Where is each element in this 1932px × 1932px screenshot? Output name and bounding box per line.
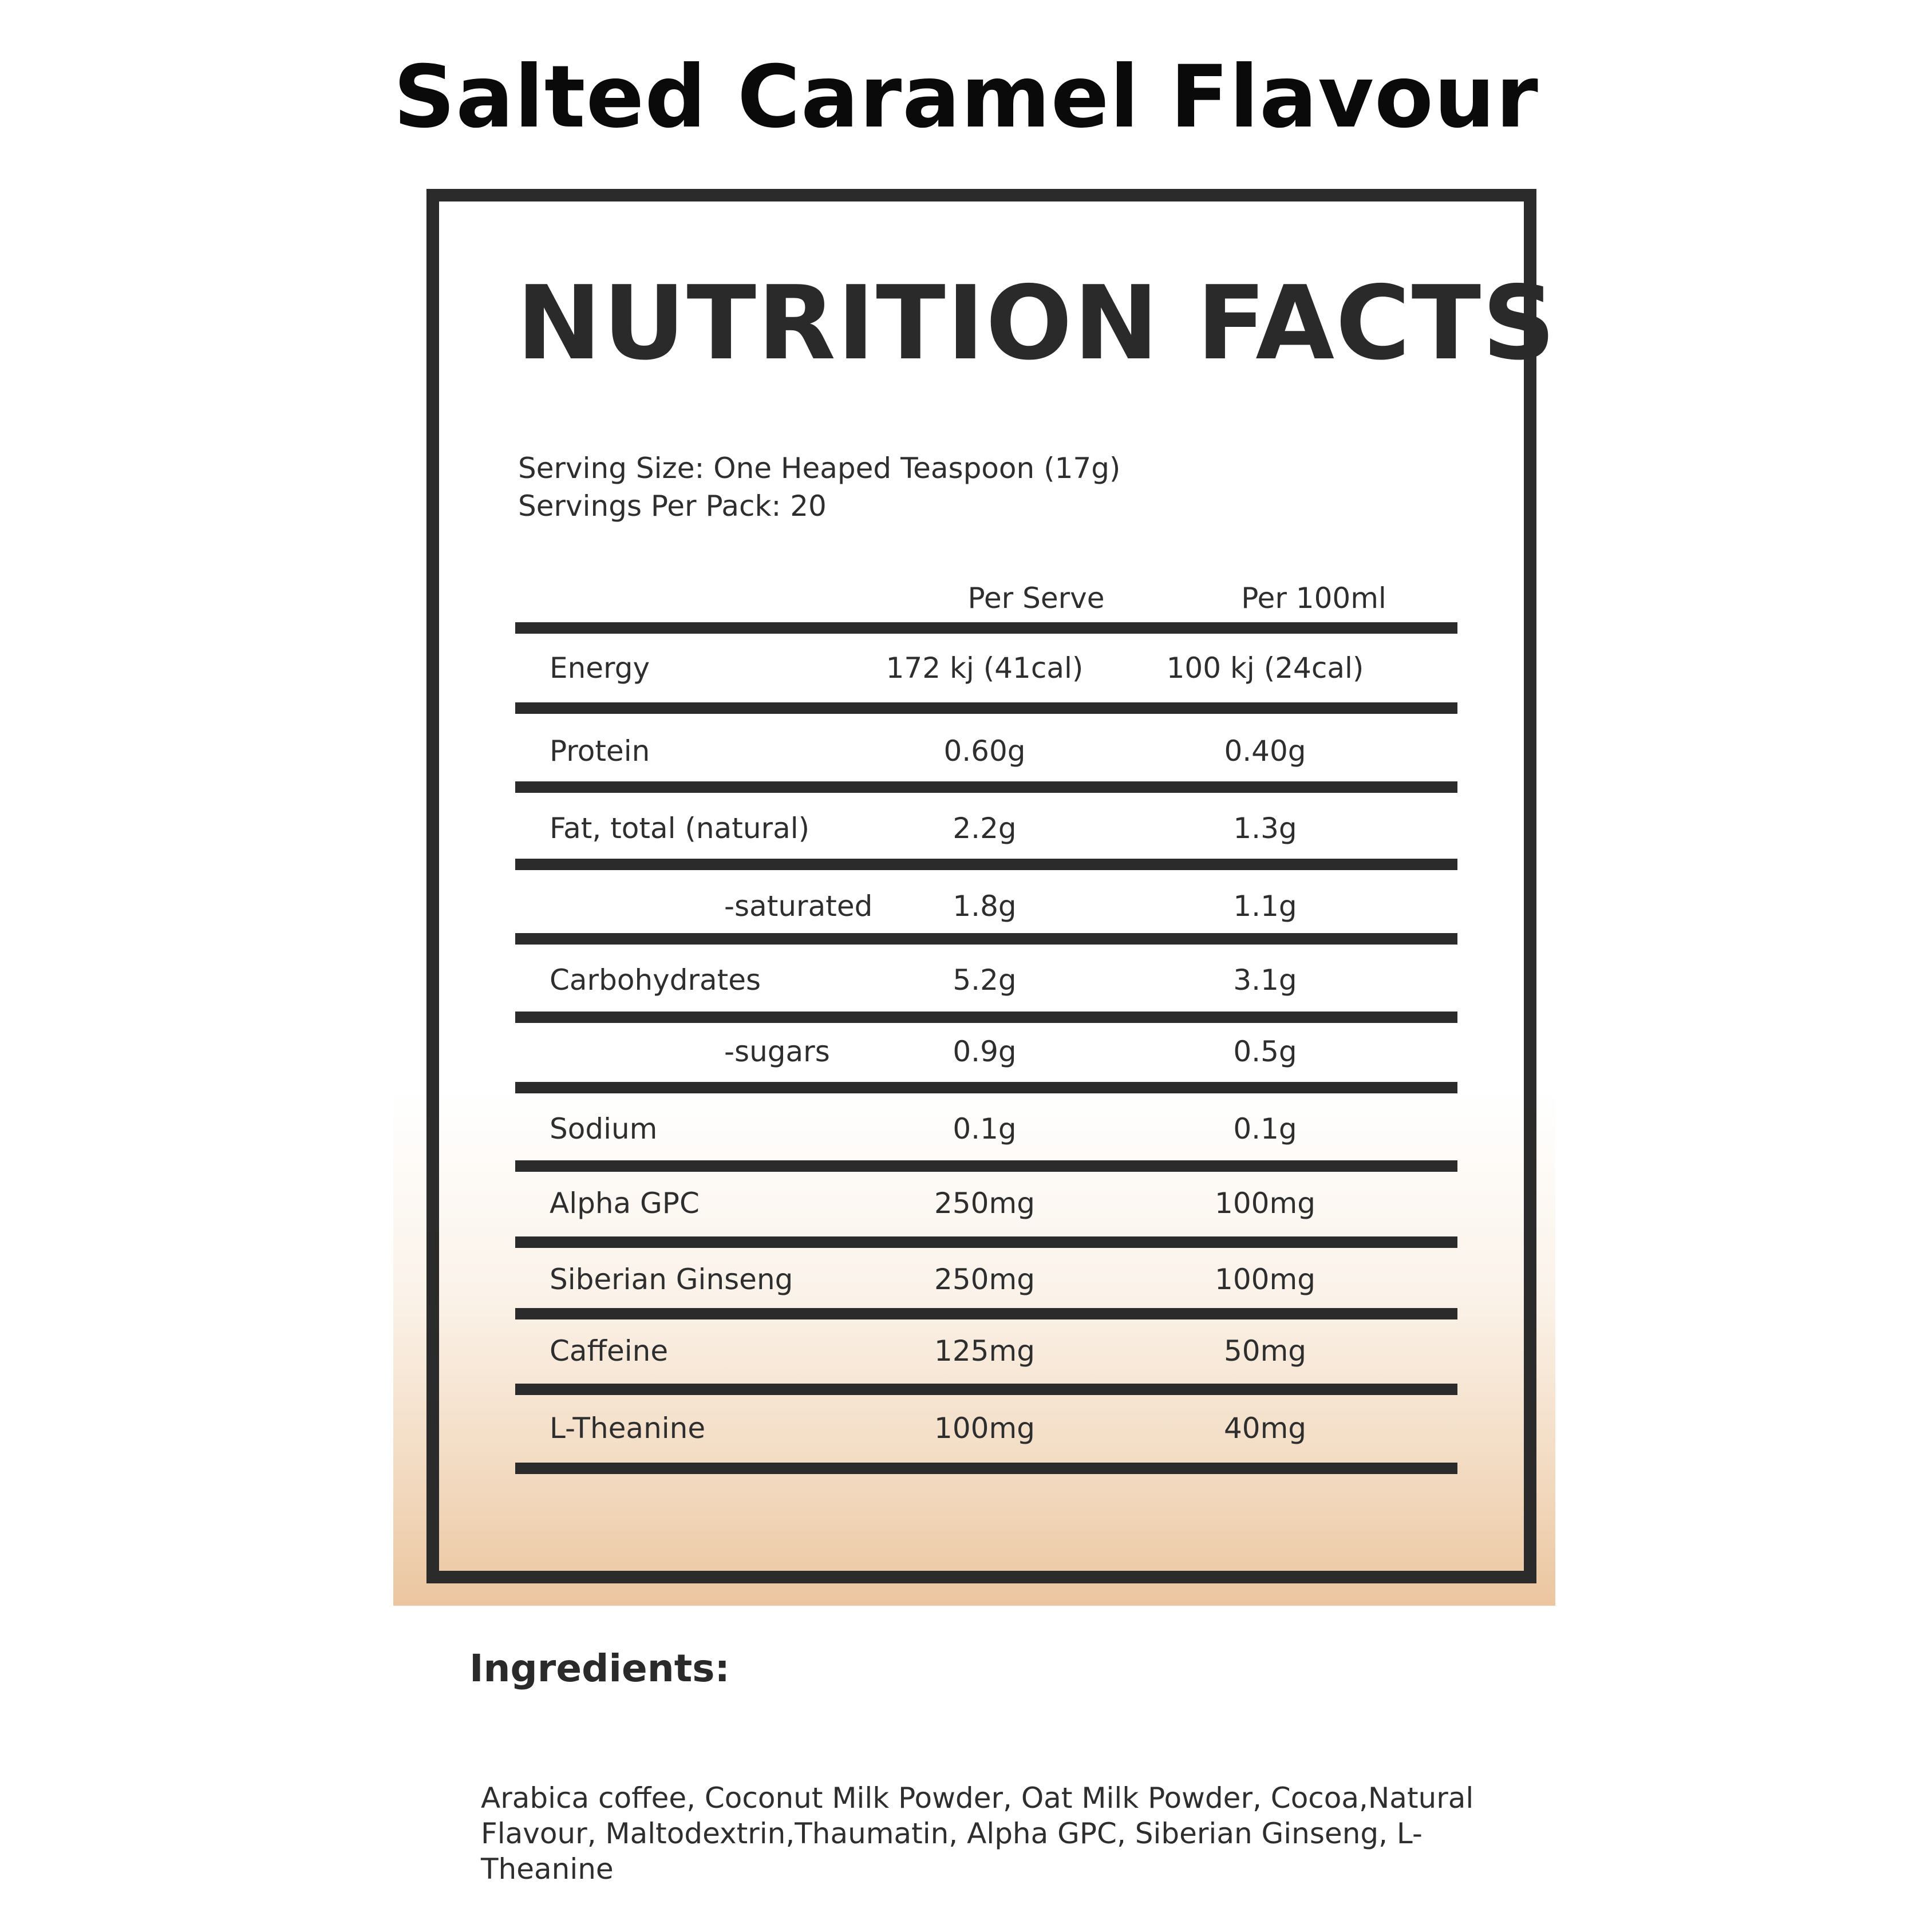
nutrient-name: Fat, total (natural)	[550, 812, 810, 845]
table-rule	[515, 933, 1457, 945]
table-rule	[515, 1082, 1457, 1093]
nutrient-name: L-Theanine	[550, 1412, 706, 1445]
per-100ml-value: 40mg	[1223, 1412, 1307, 1445]
per-serve-value: 1.8g	[953, 890, 1017, 923]
nutrient-name: Sodium	[550, 1112, 658, 1145]
per-100ml-value: 50mg	[1223, 1334, 1307, 1368]
column-header-per-serve: Per Serve	[967, 582, 1105, 615]
table-rule	[515, 1463, 1457, 1474]
nutrient-name: Energy	[550, 651, 650, 685]
per-serve-value: 2.2g	[953, 812, 1017, 845]
per-serve-value: 0.9g	[953, 1035, 1017, 1068]
table-row	[515, 875, 1457, 938]
table-row	[515, 720, 1457, 783]
table-rule	[515, 622, 1457, 634]
per-100ml-value: 0.1g	[1233, 1112, 1297, 1145]
per-serve-value: 0.1g	[953, 1112, 1017, 1145]
per-100ml-value: 1.3g	[1233, 812, 1297, 845]
nutrient-name: -saturated	[724, 890, 873, 923]
per-serve-value: 250mg	[934, 1263, 1035, 1296]
table-row	[515, 1397, 1457, 1460]
table-row	[515, 797, 1457, 860]
ingredients-list: Arabica coffee, Coconut Milk Powder, Oat Milk Powder, Cocoa,Natural Flavour, Maltodextrin,Thaumatin, Alpha GPC, Siberian Ginseng, L-Theanine	[481, 1781, 1474, 1886]
per-100ml-value: 0.5g	[1233, 1035, 1297, 1068]
table-row	[515, 1020, 1457, 1083]
per-serve-value: 100mg	[934, 1412, 1035, 1445]
table-rule	[515, 1308, 1457, 1319]
servings-per-pack: Servings Per Pack: 20	[518, 489, 827, 523]
table-row	[515, 1172, 1457, 1235]
table-rule	[515, 1384, 1457, 1395]
per-100ml-value: 100mg	[1215, 1263, 1315, 1296]
per-100ml-value: 1.1g	[1233, 890, 1297, 923]
nutrient-name: Alpha GPC	[550, 1187, 700, 1220]
page-title: Salted Caramel Flavour	[393, 48, 1539, 147]
table-row	[515, 1319, 1457, 1382]
table-row	[515, 637, 1457, 700]
per-100ml-value: 0.40g	[1224, 734, 1306, 768]
table-row	[515, 1248, 1457, 1311]
table-rule	[515, 781, 1457, 793]
table-rule	[515, 702, 1457, 714]
per-serve-value: 250mg	[934, 1187, 1035, 1220]
table-row	[515, 1097, 1457, 1160]
nutrient-name: Siberian Ginseng	[550, 1263, 793, 1296]
nutrient-name: -sugars	[724, 1035, 830, 1068]
column-header-per-100ml: Per 100ml	[1241, 582, 1386, 615]
per-serve-value: 125mg	[934, 1334, 1035, 1368]
table-rule	[515, 1160, 1457, 1172]
per-100ml-value: 3.1g	[1233, 963, 1297, 997]
per-100ml-value: 100 kj (24cal)	[1166, 651, 1364, 685]
nutrient-name: Protein	[550, 734, 650, 768]
per-serve-value: 5.2g	[953, 963, 1017, 997]
per-serve-value: 0.60g	[943, 734, 1026, 768]
per-serve-value: 172 kj (41cal)	[886, 651, 1084, 685]
nutrient-name: Caffeine	[550, 1334, 669, 1368]
ingredients-heading: Ingredients:	[469, 1646, 730, 1690]
nutrient-name: Carbohydrates	[550, 963, 761, 997]
serving-info	[518, 449, 1120, 525]
nutrition-facts-heading: NUTRITION FACTS	[516, 264, 1557, 382]
table-row	[515, 949, 1457, 1012]
serving-size: Serving Size: One Heaped Teaspoon (17g)	[518, 452, 1121, 485]
table-rule	[515, 1236, 1457, 1248]
per-100ml-value: 100mg	[1215, 1187, 1315, 1220]
table-rule	[515, 859, 1457, 870]
